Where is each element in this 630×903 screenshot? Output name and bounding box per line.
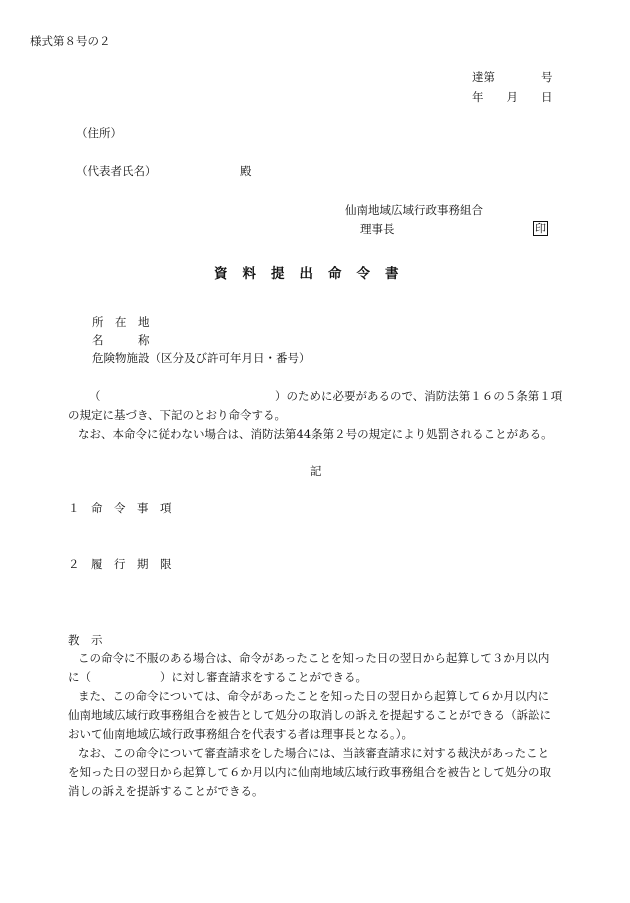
issuer-organization: 仙南地域広域行政事務組合 (345, 203, 483, 217)
item-deadline: ２ 履 行 期 限 (68, 557, 172, 571)
facility-hazard-label: 危険物施設（区分及び許可年月日・番号） (92, 351, 311, 365)
document-number: 達第 号 (472, 70, 553, 84)
notice-line: に（ ）に対し審査請求をすることができる。 (68, 670, 367, 684)
body-line-2: の規定に基づき、下記のとおり命令する。 (68, 408, 287, 422)
notice-line: おいて仙南地域広域行政事務組合を代表する者は理事長となる。）。 (68, 727, 413, 741)
notice-line: また、この命令については、命令があったことを知った日の翌日から起算して６か月以内に (78, 689, 550, 703)
notice-line: 消しの訴えを提訴することができる。 (68, 784, 264, 798)
seal-mark (533, 221, 548, 236)
document-title: 資料提出命令書 (214, 266, 414, 282)
issue-date: 年 月 日 (472, 90, 553, 104)
representative-label: （代表者氏名） (76, 164, 157, 178)
seal-label: 印 (535, 222, 546, 235)
facility-location-label: 所 在 地 (92, 315, 150, 329)
item-order: １ 命 令 事 項 (68, 501, 172, 515)
body-open-paren: （ (89, 389, 101, 403)
ki-mark: 記 (310, 464, 322, 478)
address-label: （住所） (76, 126, 122, 140)
form-number: 様式第８号の２ (30, 34, 111, 48)
facility-name-label: 名 称 (92, 333, 150, 347)
honorific: 殿 (240, 164, 252, 178)
body-line-3: なお、本命令に従わない場合は、消防法第44条第２号の規定により処罰されることがある。 (78, 427, 553, 441)
body-line-1: ）のために必要があるので、消防法第１６の５条第１項 (275, 389, 563, 403)
notice-line: なお、この命令について審査請求をした場合には、当該審査請求に対する裁決があったこと (78, 746, 550, 760)
issuer-title: 理事長 (360, 222, 395, 236)
notice-line: 仙南地域広域行政事務組合を被告として処分の取消しの訴えを提起することができる（訴訟に (68, 708, 551, 722)
notice-line: この命令に不服のある場合は、命令があったことを知った日の翌日から起算して３か月以内 (78, 651, 550, 665)
notice-heading: 教 示 (68, 633, 103, 647)
notice-line: を知った日の翌日から起算して６か月以内に仙南地域広域行政事務組合を被告として処分の取 (68, 765, 551, 779)
